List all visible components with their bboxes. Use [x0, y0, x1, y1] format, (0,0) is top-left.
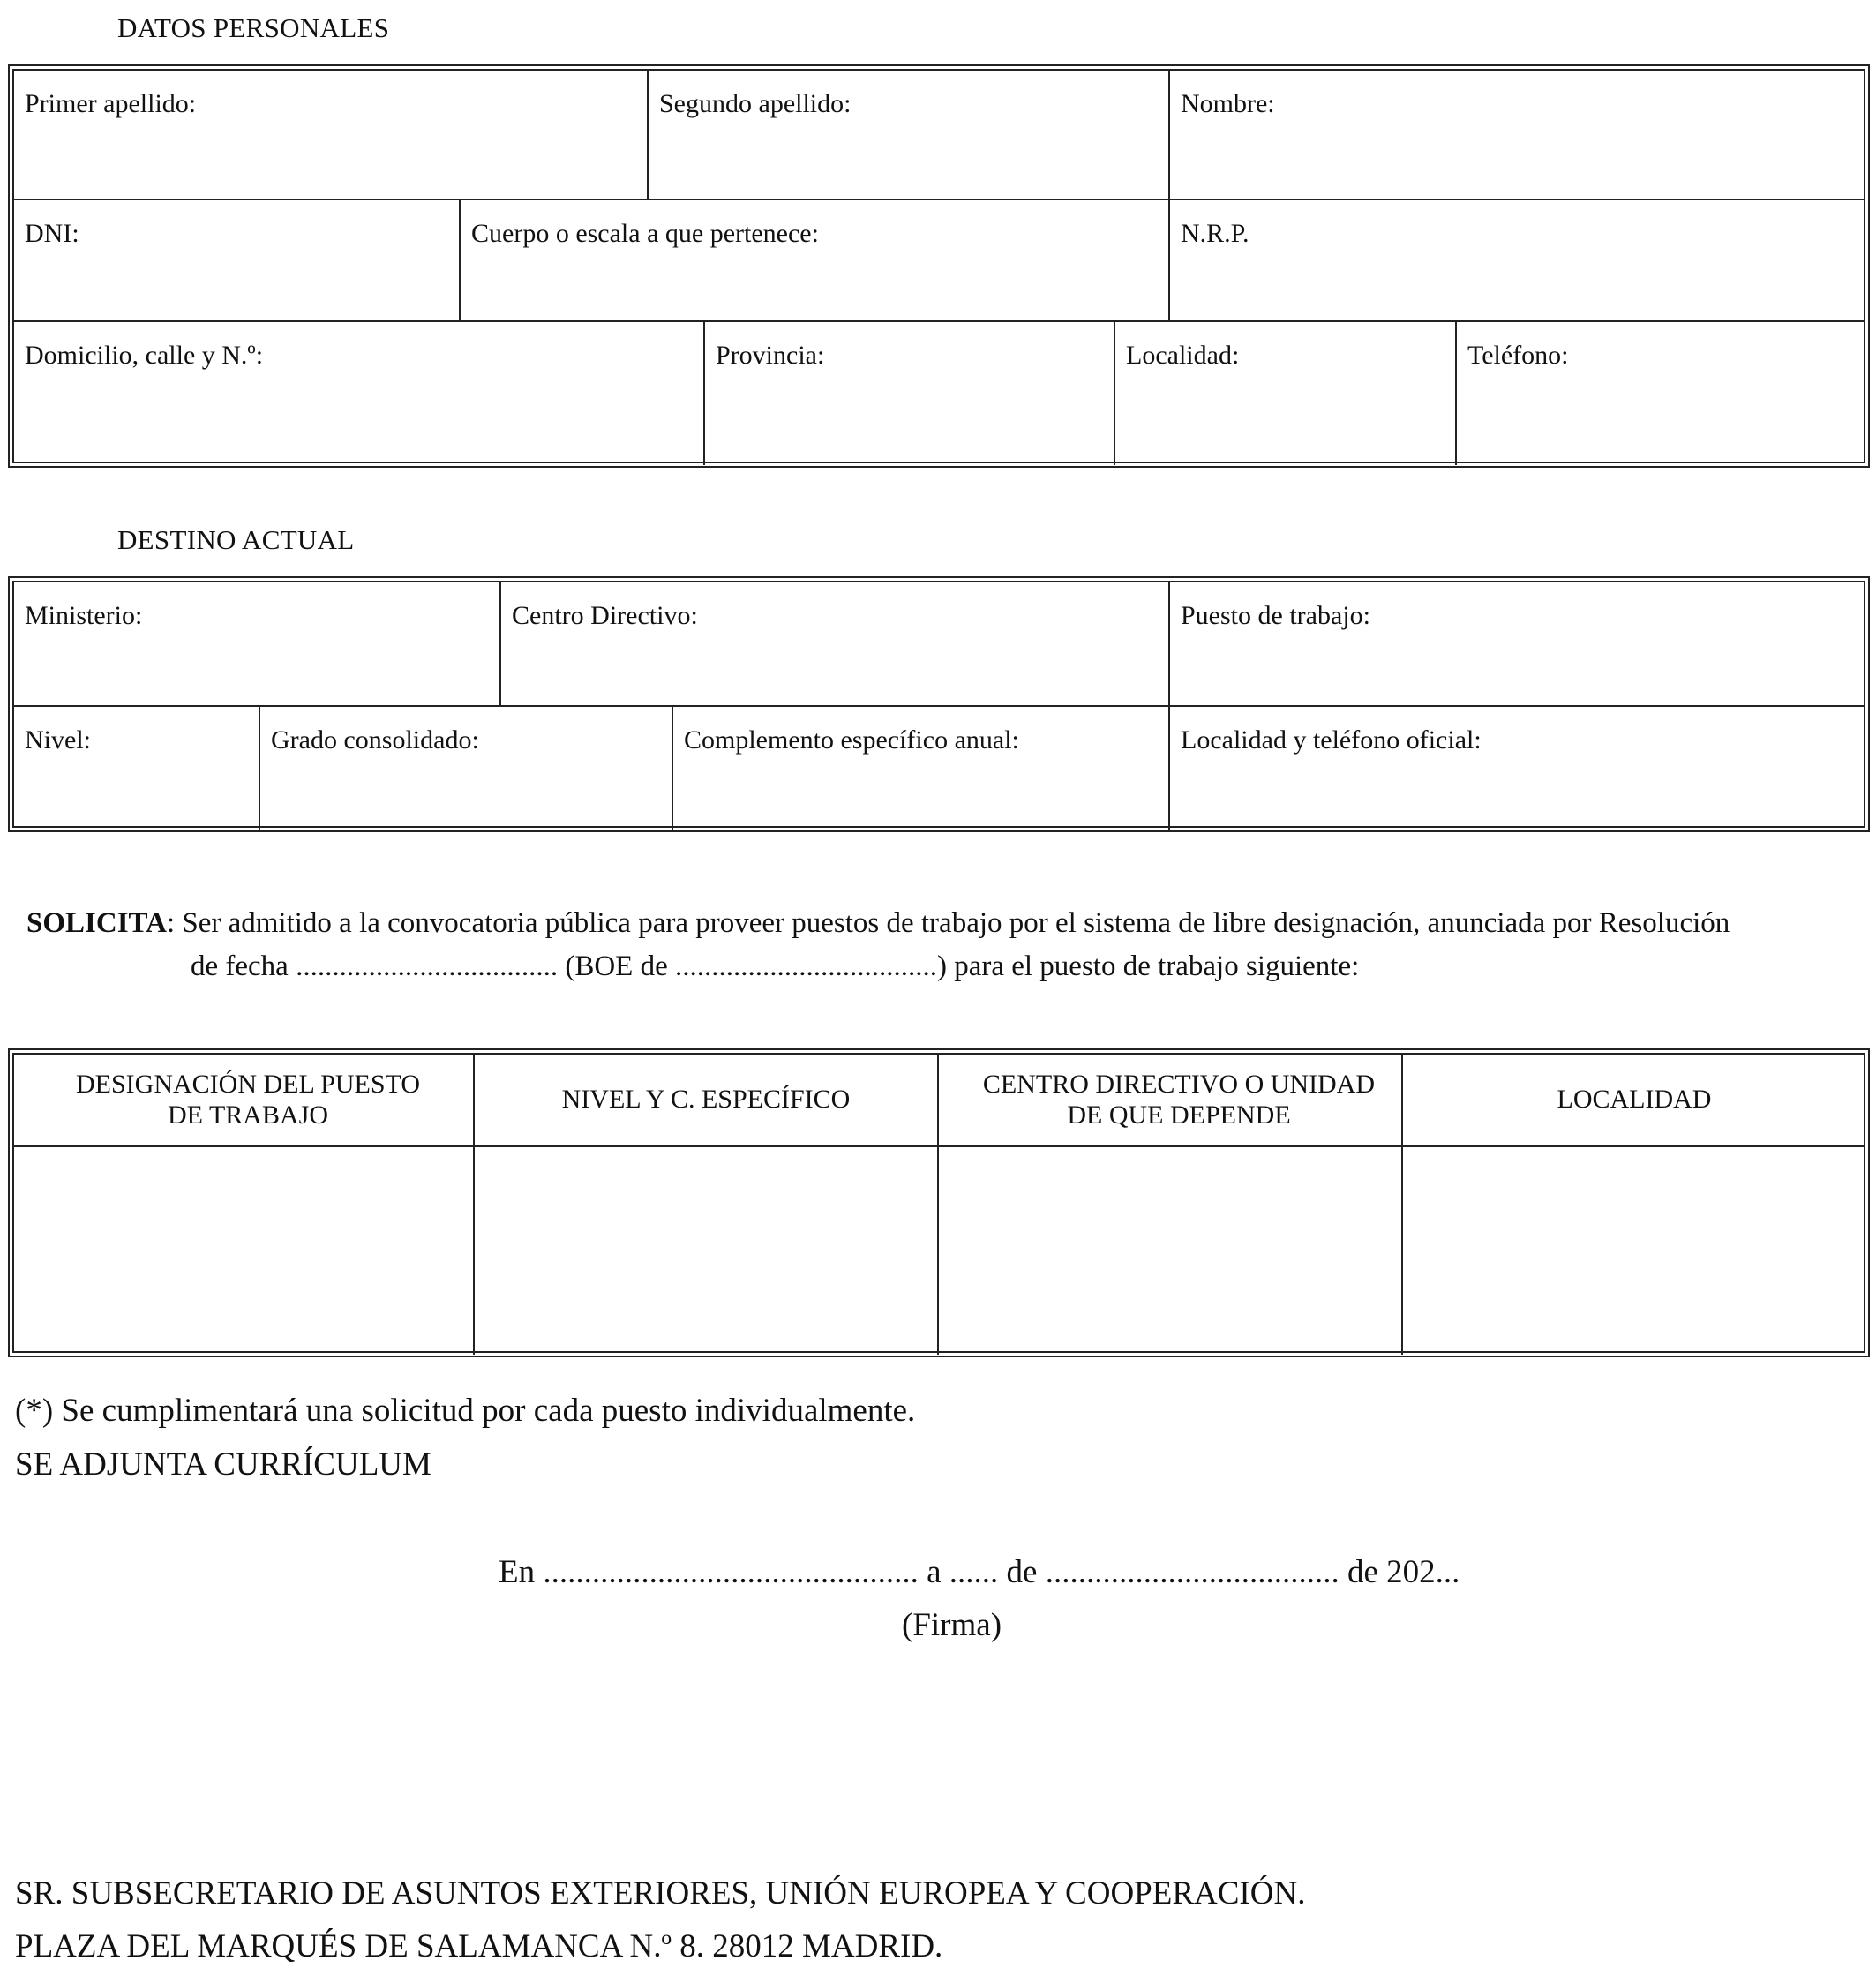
header-designacion: DESIGNACIÓN DEL PUESTO DE TRABAJO: [76, 1070, 420, 1130]
note-text: (*) Se cumplimentará una solicitud por cada puesto individualmente.: [15, 1393, 916, 1429]
localidad-field[interactable]: Localidad:: [1126, 341, 1240, 370]
puesto-table: [8, 1048, 1870, 1357]
place-date-line: En .............................................. a ...... de .................................... de 202...: [499, 1554, 1460, 1590]
puesto-trabajo-field[interactable]: Puesto de trabajo:: [1181, 601, 1370, 630]
nivel-input-cell[interactable]: [475, 1147, 937, 1355]
localidad-telefono-oficial-field[interactable]: Localidad y teléfono oficial:: [1181, 725, 1482, 755]
designacion-input-cell[interactable]: [14, 1147, 473, 1355]
localidad-input-cell[interactable]: [1403, 1147, 1864, 1355]
destino-actual-table: [8, 576, 1870, 832]
curriculum-text: SE ADJUNTA CURRÍCULUM: [15, 1446, 431, 1483]
destino-actual-title: DESTINO ACTUAL: [117, 524, 355, 555]
nrp-field[interactable]: N.R.P.: [1181, 219, 1249, 248]
nombre-field[interactable]: Nombre:: [1181, 89, 1275, 118]
solicita-text-line2: de fecha .................................... (BOE de ....................................) para el puesto de trabajo siguiente:: [191, 950, 1360, 982]
header-nivel: NIVEL Y C. ESPECÍFICO: [561, 1085, 851, 1115]
segundo-apellido-field[interactable]: Segundo apellido:: [659, 89, 852, 118]
domicilio-field[interactable]: Domicilio, calle y N.º:: [25, 341, 264, 370]
complemento-especifico-field[interactable]: Complemento específico anual:: [684, 725, 1019, 755]
ministerio-field[interactable]: Ministerio:: [25, 601, 143, 630]
telefono-field[interactable]: Teléfono:: [1467, 341, 1569, 370]
addressee-line2: PLAZA DEL MARQUÉS DE SALAMANCA N.º 8. 28012 MADRID.: [15, 1928, 943, 1964]
centro-directivo-input-cell[interactable]: [939, 1147, 1401, 1355]
cuerpo-escala-field[interactable]: Cuerpo o escala a que pertenece:: [471, 219, 819, 248]
primer-apellido-field[interactable]: Primer apellido:: [25, 89, 197, 118]
centro-directivo-field[interactable]: Centro Directivo:: [512, 601, 698, 630]
solicita-paragraph: [26, 896, 1855, 950]
datos-personales-title: DATOS PERSONALES: [117, 12, 390, 43]
header-localidad: LOCALIDAD: [1557, 1085, 1712, 1115]
provincia-field[interactable]: Provincia:: [716, 341, 825, 370]
addressee-line1: SR. SUBSECRETARIO DE ASUNTOS EXTERIORES, UNIÓN EUROPEA Y COOPERACIÓN.: [15, 1875, 1306, 1912]
header-centro-directivo: CENTRO DIRECTIVO O UNIDAD DE QUE DEPENDE: [982, 1070, 1376, 1130]
solicita-text-line1: : Ser admitido a la convocatoria pública para proveer puestos de trabajo por el sistema de libre designación, anunciada por Resolución: [166, 907, 1730, 939]
dni-field[interactable]: DNI:: [25, 219, 79, 248]
nivel-field[interactable]: Nivel:: [25, 725, 91, 755]
grado-consolidado-field[interactable]: Grado consolidado:: [271, 725, 479, 755]
datos-personales-table: [8, 64, 1870, 468]
firma-label: (Firma): [902, 1607, 1002, 1643]
solicita-label: SOLICITA: [26, 907, 167, 939]
